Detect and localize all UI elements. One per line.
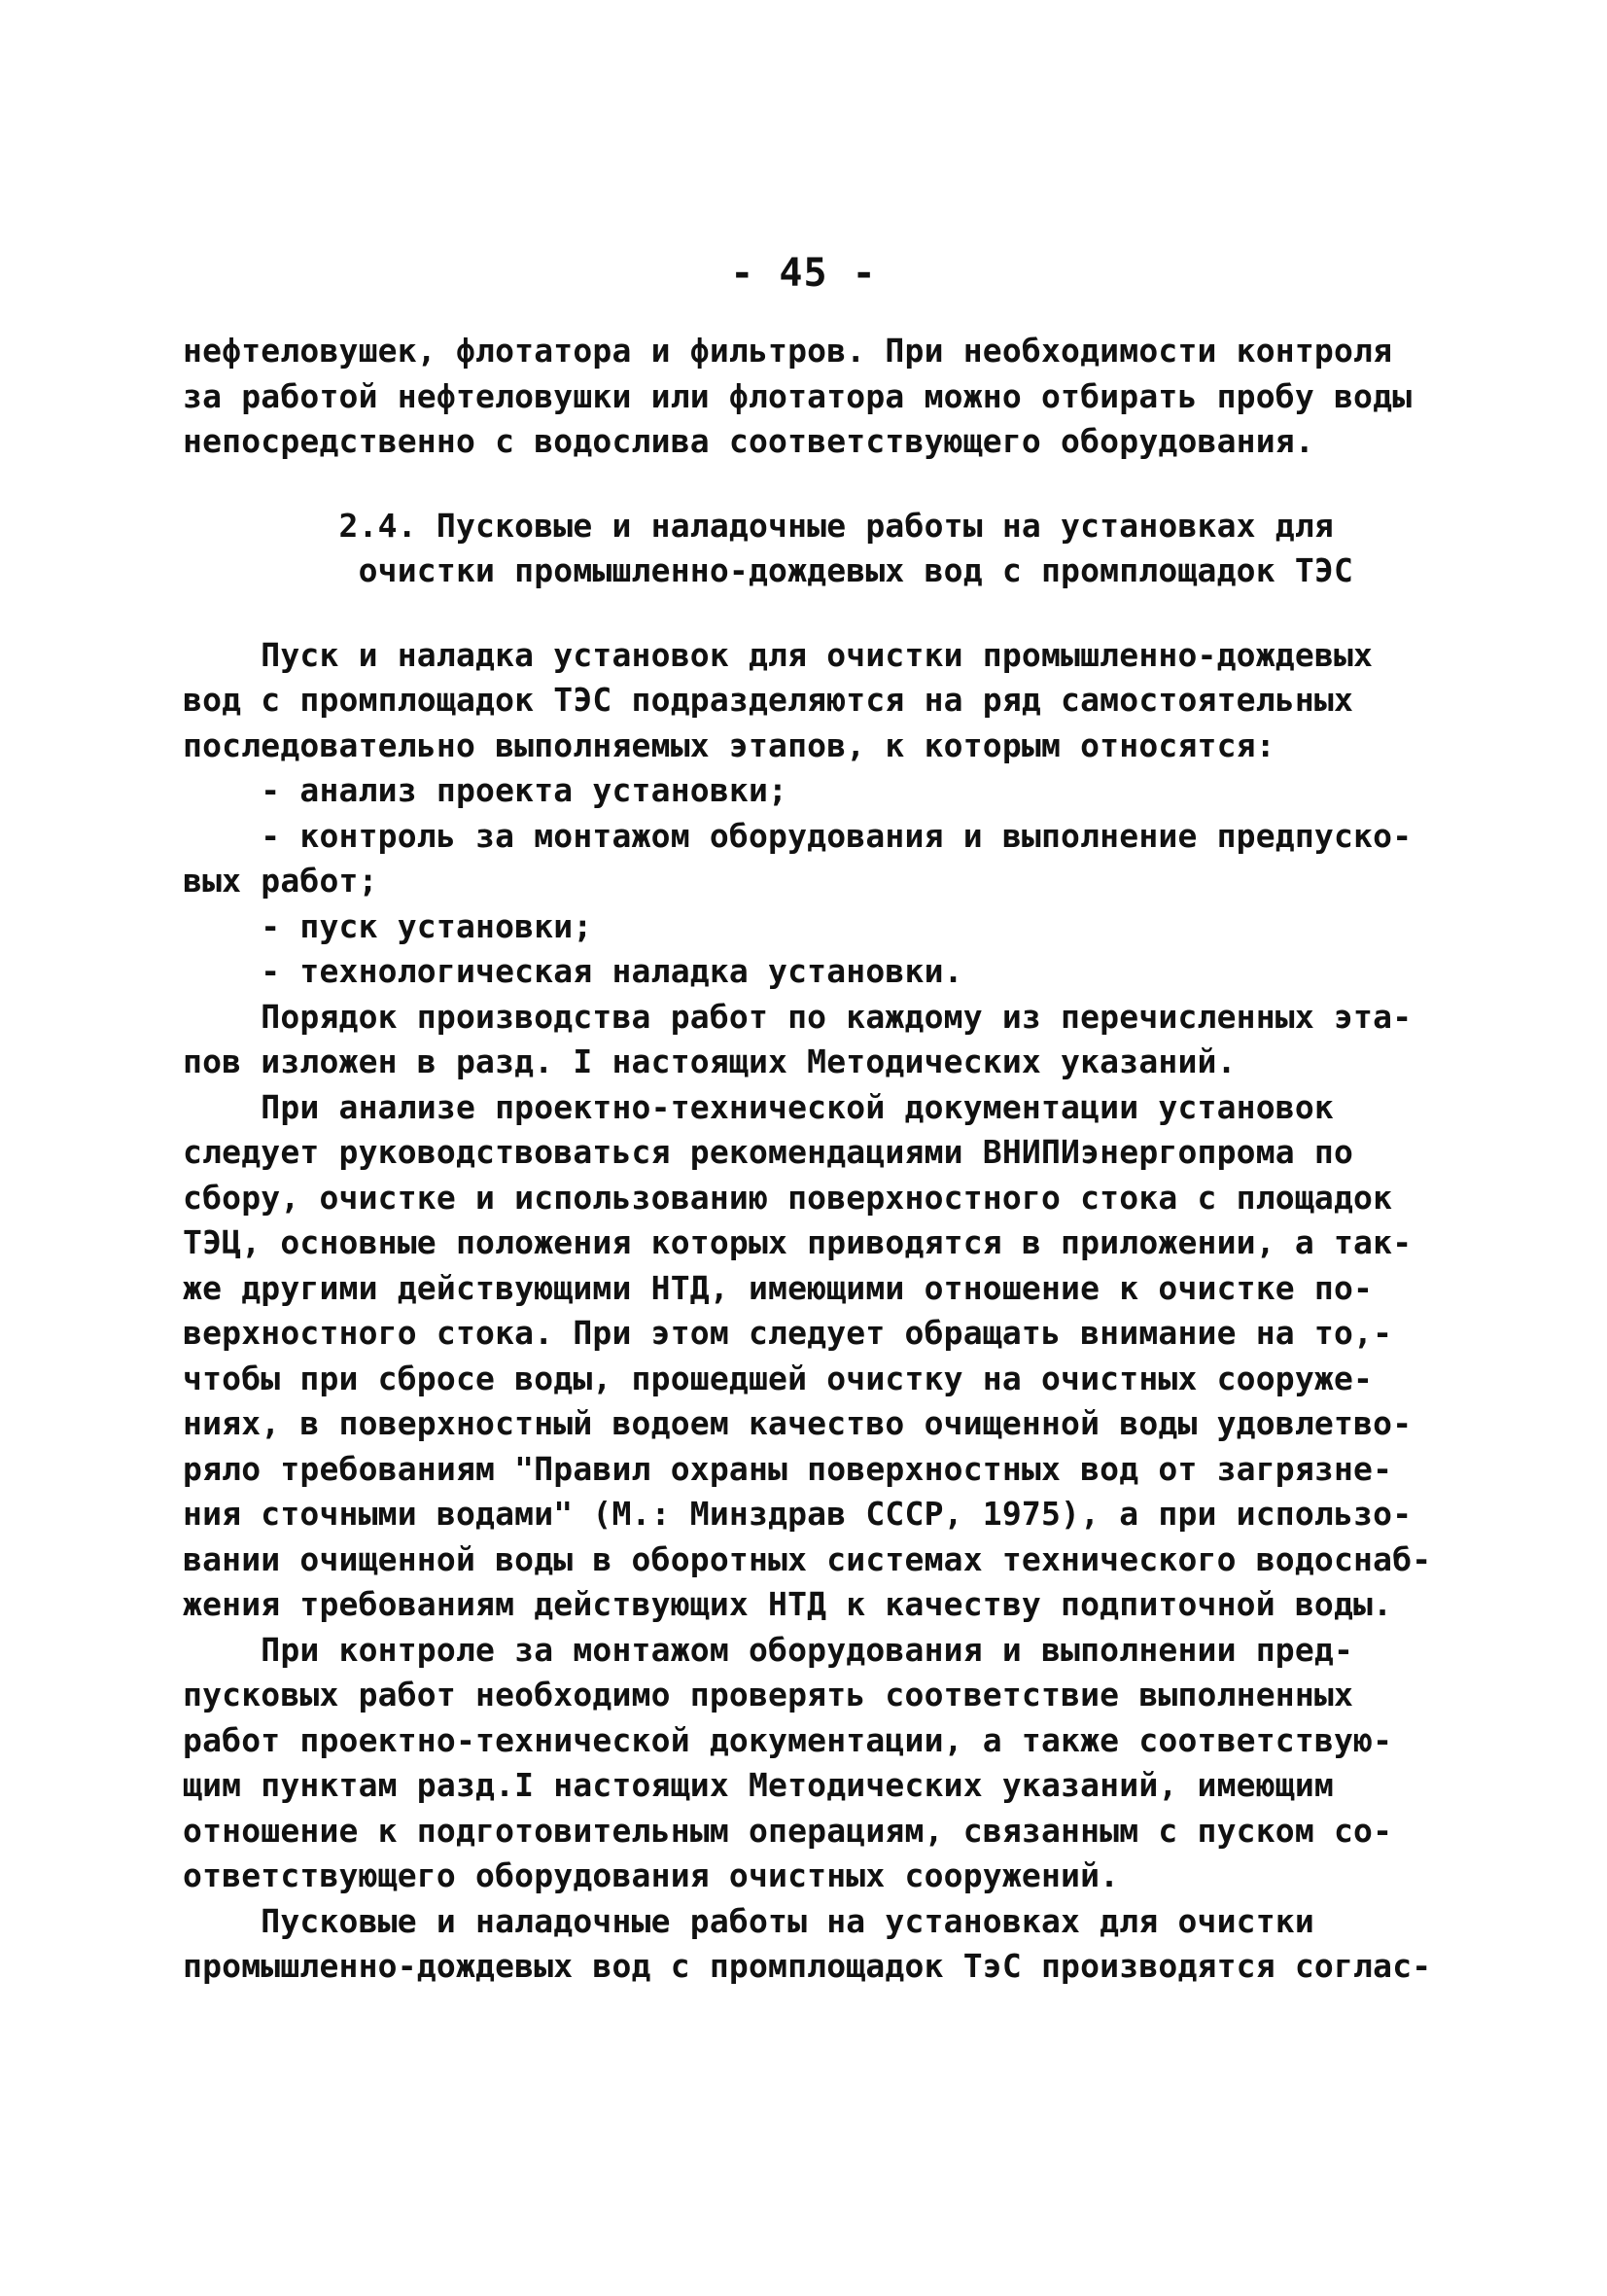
document-body xyxy=(183,329,1437,1990)
text-line: ния сточными водами" (М.: Минздрав СССР, 1975), а при использо- xyxy=(183,1495,1413,1533)
text-line: за работой нефтеловушки или флотатора можно отбирать пробу воды xyxy=(183,376,1413,415)
section-spacer xyxy=(183,594,1437,633)
text-line: отношение к подготовительным операциям, связанным с пуском со- xyxy=(183,1811,1393,1850)
text-line: же другими действующими НТД, имеющими отношение к очистке по- xyxy=(183,1268,1374,1307)
section-body xyxy=(183,633,1437,1990)
list-item: - пуск установки; xyxy=(183,906,593,945)
text-line: При анализе проектно-технической документации установок xyxy=(183,1087,1334,1126)
text-line: ниях, в поверхностный водоем качество очищенной воды удовлетво- xyxy=(183,1404,1413,1442)
heading-line: очистки промышленно-дождевых вод с промплощадок ТЭС xyxy=(183,551,1354,589)
text-line: ряло требованиям "Правил охраны поверхностных вод от загрязне- xyxy=(183,1449,1393,1488)
text-line: чтобы при сбросе воды, прошедшей очистку на очистных сооруже- xyxy=(183,1359,1374,1397)
text-line: Пусковые и наладочные работы на установках для очистки xyxy=(183,1901,1314,1940)
list-item: - технологическая наладка установки. xyxy=(183,952,963,990)
list-item: - анализ проекта установки; xyxy=(183,771,788,809)
text-line: непосредственно с водослива соответствующего оборудования. xyxy=(183,422,1314,460)
text-line: При контроле за монтажом оборудования и выполнении пред- xyxy=(183,1630,1354,1669)
text-line: последовательно выполняемых этапов, к которым относятся: xyxy=(183,725,1275,764)
text-line: работ проектно-технической документации, а также соответствую- xyxy=(183,1720,1393,1759)
text-line: вых работ; xyxy=(183,862,378,900)
text-line: следует руководствоваться рекомендациями ВНИПИэнергопрома по xyxy=(183,1133,1354,1171)
text-line: нефтеловушек, флотатора и фильтров. При необходимости контроля xyxy=(183,332,1393,370)
text-line: щим пунктам разд.I настоящих Методических указаний, имеющим xyxy=(183,1766,1334,1804)
page-number: - 45 - xyxy=(730,251,877,296)
section-heading xyxy=(183,504,1437,594)
text-line: верхностного стока. При этом следует обращать внимание на то,- xyxy=(183,1314,1393,1352)
text-line: Порядок производства работ по каждому из перечисленных эта- xyxy=(183,997,1413,1036)
text-line: сбору, очистке и использованию поверхностного стока с площадок xyxy=(183,1178,1393,1217)
heading-line: 2.4. Пусковые и наладочные работы на установках для xyxy=(183,506,1334,545)
text-line: пов изложен в разд. I настоящих Методических указаний. xyxy=(183,1042,1237,1080)
text-line: вод с промплощадок ТЭС подразделяются на ряд самостоятельных xyxy=(183,681,1354,719)
text-line: ТЭЦ, основные положения которых приводятся в приложении, а так- xyxy=(183,1223,1413,1261)
text-line: ответствующего оборудования очистных сооружений. xyxy=(183,1856,1120,1894)
text-line: Пуск и наладка установок для очистки промышленно-дождевых xyxy=(183,635,1374,674)
list-item: - контроль за монтажом оборудования и выполнение предпуско- xyxy=(183,816,1413,855)
text-line: пусковых работ необходимо проверять соответствие выполненных xyxy=(183,1676,1354,1713)
intro-paragraph xyxy=(183,329,1437,465)
text-line: промышленно-дождевых вод с промплощадок ТэС производятся соглас- xyxy=(183,1947,1432,1985)
text-line: вании очищенной воды в оборотных системах технического водоснаб- xyxy=(183,1539,1432,1578)
section-spacer xyxy=(183,465,1437,504)
text-line: жения требованиям действующих НТД к качеству подпиточной воды. xyxy=(183,1585,1393,1623)
